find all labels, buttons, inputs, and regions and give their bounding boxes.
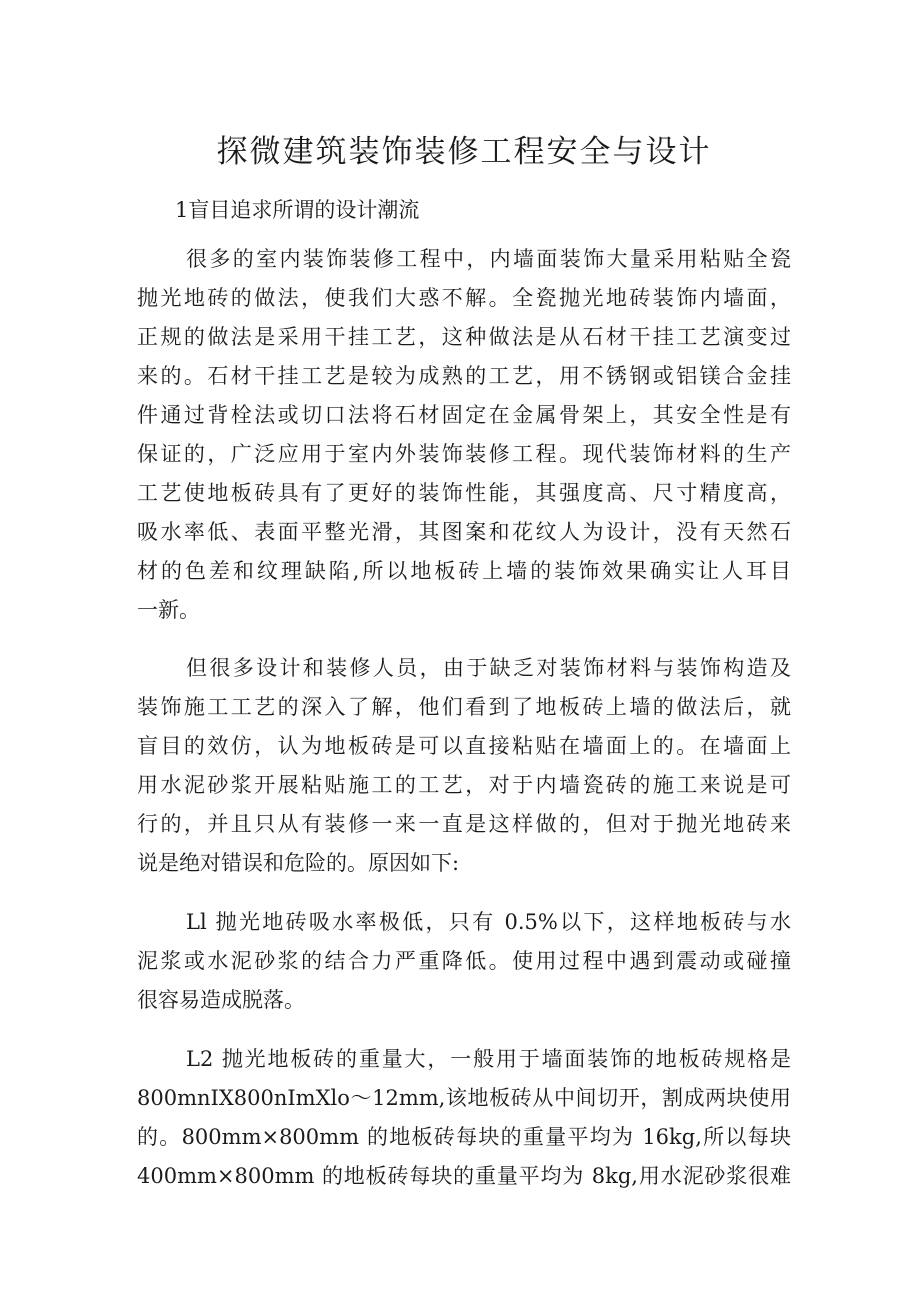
paragraph-line: 装饰施工工艺的深入了解，他们看到了地板砖上墙的做法后，就 [137, 695, 791, 719]
document-title: 探微建筑装饰装修工程安全与设计 [216, 134, 712, 170]
paragraph-line: 抛光地砖的做法，使我们大惑不解。全瓷抛光地砖装饰内墙面， [137, 286, 791, 310]
paragraph-line: L2 抛光地板砖的重量大，一般用于墙面装饰的地板砖规格是 [186, 1047, 791, 1071]
paragraph-line: 但很多设计和装修人员，由于缺乏对装饰材料与装饰构造及 [186, 656, 791, 680]
paragraph-1 [137, 240, 791, 630]
paragraph-line: 材的色差和纹理缺陷,所以地板砖上墙的装饰效果确实让人耳目 [137, 559, 791, 583]
paragraph-line: 吸水率低、表面平整光滑，其图案和花纹人为设计，没有天然石 [137, 520, 791, 544]
paragraph-line: 800mnIX800nImXlo～12mm,该地板砖从中间切开，割成两块使用 [137, 1086, 791, 1110]
paragraph-line: 用水泥砂浆开展粘贴施工的工艺，对于内墙瓷砖的施工来说是可 [137, 773, 791, 797]
paragraph-line: 一新。 [137, 598, 200, 622]
paragraph-line: 来的。石材干挂工艺是较为成熟的工艺，用不锈钢或铝镁合金挂 [137, 364, 791, 388]
paragraph-line: 很容易造成脱落。 [137, 988, 305, 1012]
paragraph-line: 说是绝对错误和危险的。原因如下: [137, 851, 460, 875]
section-heading: 1盲目追求所谓的设计潮流 [175, 198, 420, 222]
paragraph-line: 的。800mm×800mm 的地板砖每块的重量平均为 16kg,所以每块 [137, 1125, 791, 1149]
paragraph-4 [137, 1040, 791, 1196]
paragraph-line: Ll 抛光地砖吸水率极低，只有 0.5%以下，这样地板砖与水 [186, 910, 791, 934]
paragraph-3 [137, 903, 791, 1020]
paragraph-line: 正规的做法是采用干挂工艺，这种做法是从石材干挂工艺演变过 [137, 325, 791, 349]
paragraph-line: 很多的室内装饰装修工程中，内墙面装饰大量采用粘贴全瓷 [186, 247, 791, 271]
paragraph-line: 保证的，广泛应用于室内外装饰装修工程。现代装饰材料的生产 [137, 442, 791, 466]
paragraph-line: 工艺使地板砖具有了更好的装饰性能，其强度高、尺寸精度高， [137, 481, 791, 505]
paragraph-line: 泥浆或水泥砂浆的结合力严重降低。使用过程中遇到震动或碰撞 [137, 949, 791, 973]
paragraph-line: 行的，并且只从有装修一来一直是这样做的，但对于抛光地砖来 [137, 812, 791, 836]
paragraph-line: 件通过背栓法或切口法将石材固定在金属骨架上，其安全性是有 [137, 403, 791, 427]
paragraph-line: 盲目的效仿，认为地板砖是可以直接粘贴在墙面上的。在墙面上 [137, 734, 791, 758]
paragraph-line: 400mm×800mm 的地板砖每块的重量平均为 8kg,用水泥砂浆很难 [137, 1164, 791, 1188]
paragraph-2 [137, 649, 791, 883]
document-page [137, 0, 791, 1196]
